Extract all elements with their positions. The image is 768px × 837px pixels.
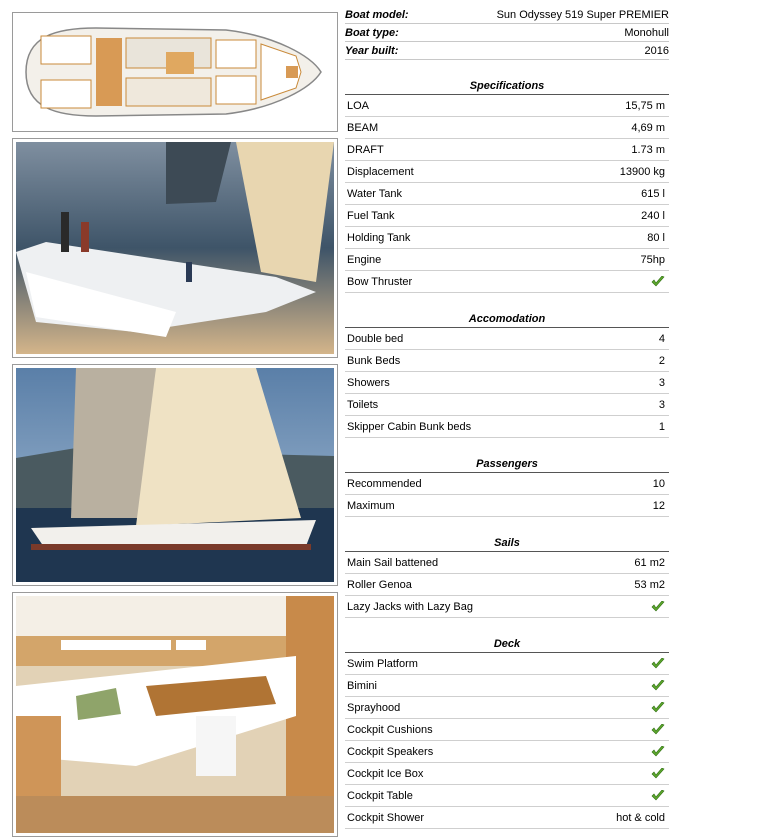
spec-row <box>345 741 669 763</box>
spec-value: 3 <box>658 376 665 389</box>
spec-label: Cockpit Speakers <box>347 745 434 758</box>
spec-label: Double bed <box>347 332 404 345</box>
header-row-model <box>345 6 669 24</box>
spec-row <box>345 271 669 293</box>
spec-row <box>345 763 669 785</box>
spec-value: 13900 kg <box>619 165 665 178</box>
spec-label: Cockpit Shower <box>347 811 425 824</box>
spec-sections <box>345 78 669 829</box>
checkmark-icon <box>651 276 665 287</box>
spec-value: 61 m2 <box>634 556 665 569</box>
checkmark-icon <box>651 746 665 757</box>
spec-row <box>345 139 669 161</box>
section-title-specifications: Specifications <box>345 78 669 95</box>
spec-row <box>345 394 669 416</box>
checkmark-icon <box>651 768 665 779</box>
spec-value: 1 <box>658 420 665 433</box>
checkmark-icon <box>651 790 665 801</box>
spec-value: 3 <box>658 398 665 411</box>
spec-row <box>345 596 669 618</box>
spec-row <box>345 249 669 271</box>
header-row-year <box>345 42 669 60</box>
spec-label: Holding Tank <box>347 231 411 244</box>
spec-label: Cockpit Table <box>347 789 413 802</box>
spec-label: Maximum <box>347 499 395 512</box>
section-title-accomodation: Accomodation <box>345 311 669 328</box>
interior-photo <box>12 592 338 837</box>
spec-label: Fuel Tank <box>347 209 395 222</box>
checkmark-icon <box>651 724 665 735</box>
spec-row <box>345 473 669 495</box>
spec-label: Sprayhood <box>347 701 401 714</box>
spec-value: 75hp <box>640 253 665 266</box>
spec-label: Bunk Beds <box>347 354 401 367</box>
spec-label: Displacement <box>347 165 414 178</box>
spec-value: 10 <box>652 477 665 490</box>
spec-value: 615 l <box>641 187 665 200</box>
spec-label: Lazy Jacks with Lazy Bag <box>347 600 473 613</box>
spec-label: LOA <box>347 99 370 112</box>
spec-label: Swim Platform <box>347 657 418 670</box>
year-built-value: 2016 <box>644 44 669 57</box>
header-row-type <box>345 24 669 42</box>
spec-label: Cockpit Cushions <box>347 723 433 736</box>
spec-row <box>345 574 669 596</box>
spec-label: Bimini <box>347 679 377 692</box>
deck-plan-image <box>12 12 338 132</box>
spec-value: 80 l <box>647 231 665 244</box>
spec-label: Cockpit Ice Box <box>347 767 424 780</box>
spec-value: hot & cold <box>616 811 665 824</box>
spec-value: 2 <box>658 354 665 367</box>
section-title-deck: Deck <box>345 636 669 653</box>
spec-row <box>345 807 669 829</box>
checkmark-icon <box>651 702 665 713</box>
spec-value: 53 m2 <box>634 578 665 591</box>
boat-info-panel <box>345 6 669 829</box>
year-built-label: Year built: <box>345 44 399 57</box>
spec-label: Engine <box>347 253 382 266</box>
sailing-photo-1 <box>12 138 338 358</box>
boat-type-value: Monohull <box>624 26 669 39</box>
checkmark-icon <box>651 601 665 612</box>
spec-label: Toilets <box>347 398 379 411</box>
spec-label: Skipper Cabin Bunk beds <box>347 420 472 433</box>
spec-row <box>345 552 669 574</box>
section-title-sails: Sails <box>345 535 669 552</box>
spec-row <box>345 227 669 249</box>
spec-row <box>345 205 669 227</box>
spec-row <box>345 785 669 807</box>
checkmark-icon <box>651 658 665 669</box>
spec-value: 240 l <box>641 209 665 222</box>
spec-label: BEAM <box>347 121 379 134</box>
boat-model-label: Boat model: <box>345 8 409 21</box>
boat-type-label: Boat type: <box>345 26 399 39</box>
sailing-photo-2 <box>12 364 338 586</box>
spec-row <box>345 719 669 741</box>
spec-row <box>345 697 669 719</box>
spec-row <box>345 675 669 697</box>
boat-model-value: Sun Odyssey 519 Super PREMIER <box>496 8 669 21</box>
spec-label: Water Tank <box>347 187 403 200</box>
spec-label: Showers <box>347 376 390 389</box>
spec-value: 15,75 m <box>625 99 665 112</box>
spec-row <box>345 372 669 394</box>
spec-row <box>345 161 669 183</box>
spec-value: 12 <box>652 499 665 512</box>
spec-value: 1.73 m <box>631 143 665 156</box>
spec-row <box>345 95 669 117</box>
spec-row <box>345 653 669 675</box>
spec-label: Bow Thruster <box>347 275 413 288</box>
spec-value: 4 <box>658 332 665 345</box>
spec-row <box>345 117 669 139</box>
section-title-passengers: Passengers <box>345 456 669 473</box>
spec-row <box>345 495 669 517</box>
spec-value: 4,69 m <box>631 121 665 134</box>
spec-label: Main Sail battened <box>347 556 439 569</box>
spec-label: Roller Genoa <box>347 578 412 591</box>
spec-row <box>345 416 669 438</box>
checkmark-icon <box>651 680 665 691</box>
spec-row <box>345 328 669 350</box>
spec-label: Recommended <box>347 477 422 490</box>
spec-row <box>345 350 669 372</box>
spec-label: DRAFT <box>347 143 384 156</box>
spec-row <box>345 183 669 205</box>
